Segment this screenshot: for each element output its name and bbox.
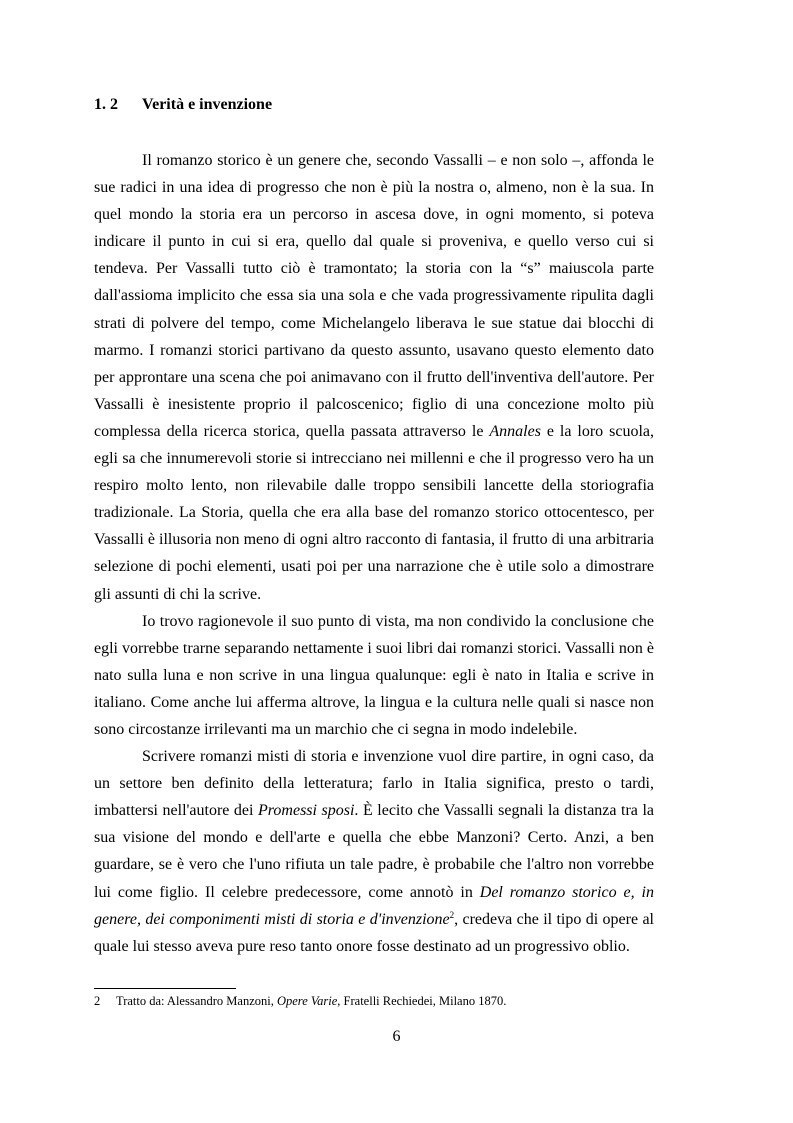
paragraph-2: [94, 608, 654, 743]
italic-del-romanzo-storico: Del romanzo storico e, in genere, dei componimenti misti di storia e d'invenzione: [94, 883, 654, 928]
body-text: [94, 147, 654, 960]
paragraph-1-text-a: Il romanzo storico è un genere che, secondo Vassalli – e non solo –, affonda le sue radici in una idea di progresso che non è più la nostra o, almeno, non è la sua. In quel mondo la storia era un percorso in ascesa dove, in ogni momento, si poteva indicare il punto in cui si era, quello dal quale si proveniva, e quello verso cui si tendeva. Per Vassalli tutto ciò è tramontato; la storia con la “s” maiuscola parte dall'assioma implicito che essa sia una sola e che vada progressivamente ripulita dagli strati di polvere del tempo, come Michelangelo liberava le sue statue dai blocchi di marmo. I romanzi storici partivano da questo assunto, usavano questo elemento dato per approntare una scena che poi animavano con il frutto dell'inventiva dell'autore. Per Vassalli è inesistente proprio il palcoscenico; figlio di una concezione molto più complessa della ricerca storica, quella passata attraverso le: [94, 152, 654, 440]
footnote-reference: 2: [449, 909, 455, 920]
section-number: 1. 2: [94, 96, 118, 113]
paragraph-3-text-c: , credeva che il tipo di opere al quale lui stesso aveva pure reso tanto onore fosse destinato ad un progressivo oblio.: [94, 910, 655, 955]
footnote-italic: Opere Varie: [276, 994, 338, 1008]
italic-promessi-sposi: Promessi sposi: [258, 802, 355, 820]
paragraph-1-text-b: e la loro scuola, egli sa che innumerevoli storie si intrecciano nei millenni e che il progresso vero ha un respiro molto lento, non rilevabile dalle troppo sensibili lancette della storiografia tradizionale. La Storia, quella che era alla base del romanzo storico ottocentesco, per Vassalli è illusoria non meno di ogni altro racconto di fantasia, il frutto di una arbitraria selezione di pochi elementi, usati poi per una narrazione che è utile solo a dimostrare gli assunti di chi la scrive.: [94, 422, 654, 603]
paragraph-3-text-b: . È lecito che Vassalli segnali la distanza tra la sua visione del mondo e dell'arte e quella che ebbe Manzoni? Certo. Anzi, a ben guardare, se è vero che l'uno rifiuta un tale padre, è probabile che l'altro non vorrebbe lui come figlio. Il celebre predecessore, come annotò in: [94, 802, 655, 901]
footnote-prefix: Tratto da: Alessandro Manzoni,: [116, 994, 277, 1008]
paragraph-3: [94, 743, 654, 960]
footnote: [94, 993, 506, 1010]
footnote-number: 2: [94, 994, 101, 1008]
section-title: Verità e invenzione: [142, 96, 273, 113]
paragraph-2-text: Io trovo ragionevole il suo punto di vista, ma non condivido la conclusione che egli vorrebbe trarne separando nettamente i suoi libri dai romanzi storici. Vassalli non è nato sulla luna e non scrive in una lingua qualunque: egli è nato in Italia e scrive in italiano. Come anche lui afferma altrove, la lingua e la cultura nelle quali si nasce non sono circostanze irrilevanti ma un marchio che ci segna in modo indelebile.: [94, 612, 654, 738]
paragraph-3-text-a: Scrivere romanzi misti di storia e invenzione vuol dire partire, in ogni caso, da un settore ben definito della letteratura; farlo in Italia significa, presto o tardi, imbattersi nell'autore dei: [94, 748, 654, 820]
paragraph-1: [94, 147, 654, 608]
page-number: 6: [392, 1028, 401, 1045]
italic-annales: Annales: [489, 422, 541, 440]
footnote-separator: [94, 988, 236, 989]
section-heading: [94, 94, 272, 116]
footnote-suffix: , Fratelli Rechiedei, Milano 1870.: [337, 994, 507, 1008]
